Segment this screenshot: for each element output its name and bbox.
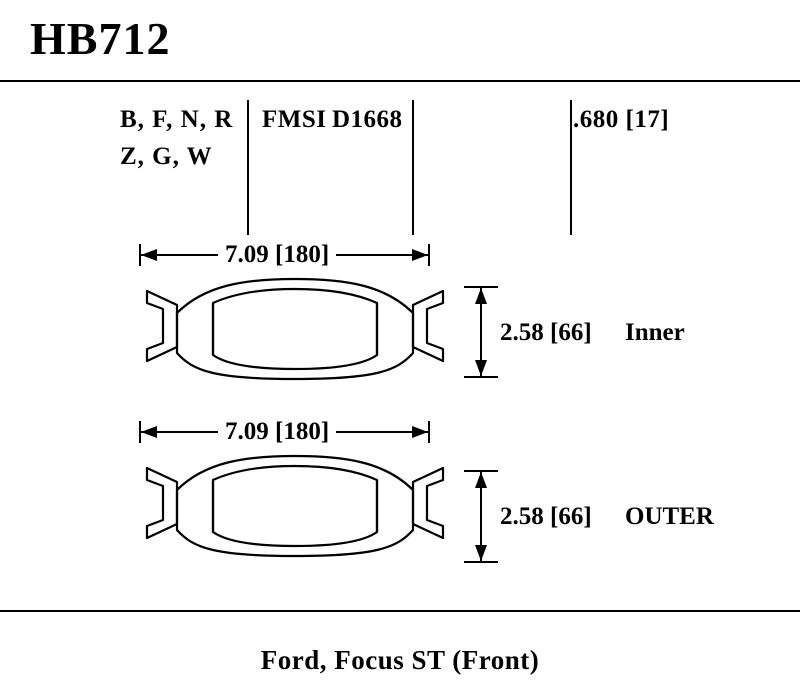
thickness-value: .680 [17]: [573, 106, 670, 133]
vehicle-application-label: Ford, Focus ST (Front): [260, 645, 540, 675]
inner-width-arrow-right: [412, 249, 428, 261]
leader-tick-fmsi-right: [412, 100, 414, 235]
inner-height-arrow-up: [475, 288, 487, 304]
brake-pad-shape-inner: [135, 275, 455, 390]
outer-width-label: 7.09 [180]: [218, 419, 336, 444]
divider-bottom: [0, 610, 800, 612]
outer-position-label: OUTER: [625, 503, 714, 530]
leader-tick-fmsi-left: [247, 100, 249, 235]
inner-height-label: 2.58 [66]: [500, 319, 592, 346]
inner-width-label: 7.09 [180]: [218, 242, 336, 267]
inner-position-label: Inner: [625, 319, 685, 346]
compound-codes-line-2: Z, G, W: [120, 143, 213, 170]
brake-pad-shape-outer: [135, 452, 455, 567]
outer-height-label: 2.58 [66]: [500, 503, 592, 530]
divider-top: [0, 80, 800, 82]
fmsi-label: FMSI: [262, 106, 327, 133]
fmsi-value: D1668: [332, 106, 403, 133]
outer-height-arrow-up: [475, 472, 487, 488]
inner-height-arrow-down: [475, 360, 487, 376]
page-title: HB712: [30, 13, 171, 64]
compound-codes-line-1: B, F, N, R: [120, 106, 234, 133]
outer-height-arrow-down: [475, 545, 487, 561]
outer-width-arrow-left: [141, 426, 157, 438]
leader-tick-thickness: [570, 100, 572, 235]
inner-width-arrow-left: [141, 249, 157, 261]
outer-width-arrow-right: [412, 426, 428, 438]
